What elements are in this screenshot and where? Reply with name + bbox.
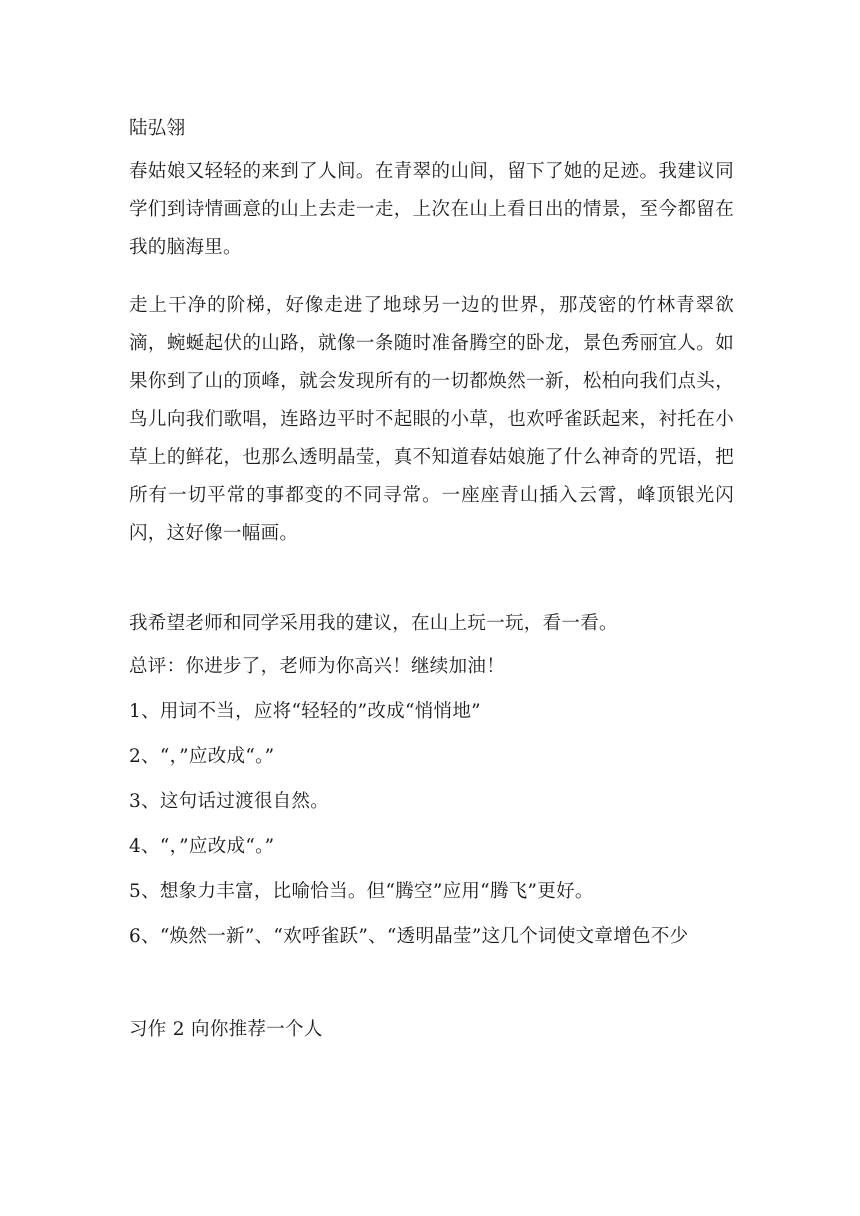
essay-paragraph-1: 春姑娘又轻轻的来到了人间。在青翠的山间，留下了她的足迹。我建议同学们到诗情画意的山上去走一走，上次在山上看日出的情景，至今都留在我的脑海里。 — [129, 161, 734, 258]
comment-item: 6、“焕然一新”、“欢呼雀跃”、“透明晶莹”这几个词使文章增色不少 — [129, 926, 689, 947]
next-section-title: 习作 2 向你推荐一个人 — [129, 1019, 323, 1040]
comment-item: 3、这句话过渡很自然。 — [129, 791, 330, 812]
comment-item: 2、“，”应改成“。” — [129, 746, 275, 767]
comment-item: 5、想象力丰富，比喻恰当。但“腾空”应用“腾飞”更好。 — [129, 881, 594, 902]
comment-item: 1、用词不当，应将“轻轻的”改成“悄悄地” — [129, 701, 481, 722]
comment-item: 4、“，”应改成“。” — [129, 836, 275, 857]
document-page — [129, 0, 734, 1216]
essay-paragraph-2: 走上干净的阶梯，好像走进了地球另一边的世界，那茂密的竹林青翠欲滴，蜿蜒起伏的山路，就像一条随时准备腾空的卧龙，景色秀丽宜人。如果你到了山的顶峰，就会发现所有的一切都焕然一新，松柏向我们点头，鸟儿向我们歌唱，连路边平时不起眼的小草，也欢呼雀跃起来，衬托在小草上的鲜花，也那么透明晶莹，真不知道春姑娘施了什么神奇的咒语，把所有一切平常的事都变的不同寻常。一座座青山插入云霄，峰顶银光闪闪，这好像一幅画。 — [129, 295, 734, 544]
author-name: 陆弘翎 — [129, 118, 186, 139]
teacher-summary: 总评：你进步了，老师为你高兴！继续加油！ — [129, 656, 506, 677]
essay-paragraph-3: 我希望老师和同学采用我的建议，在山上玩一玩，看一看。 — [129, 613, 618, 634]
